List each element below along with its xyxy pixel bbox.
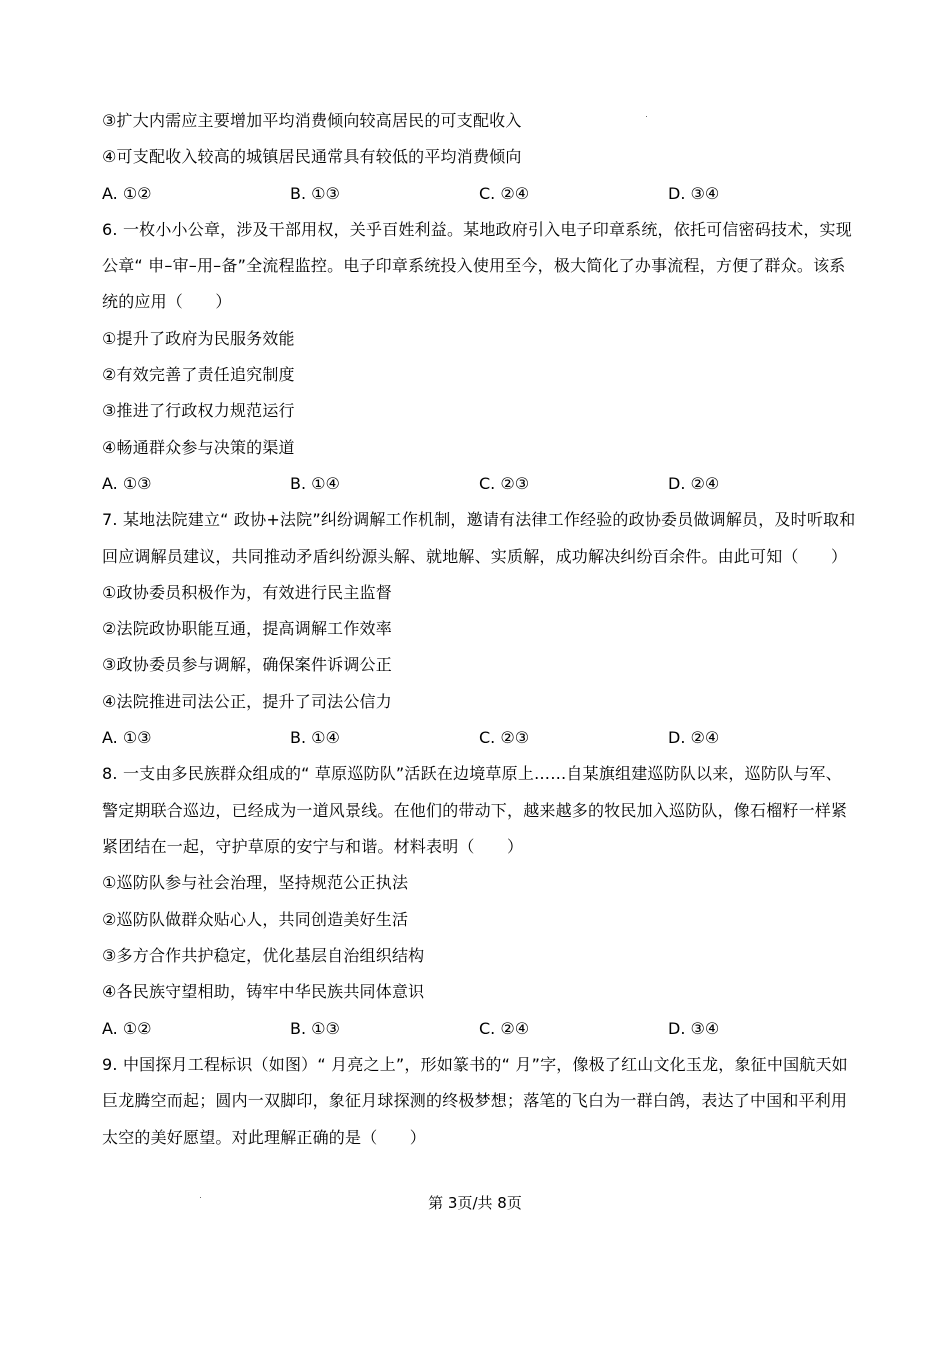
q6-statement-2: ②有效完善了责任追究制度 — [102, 365, 295, 384]
q7-option-b[interactable]: B. ①④ — [290, 728, 340, 747]
q7-stem-line-2: 回应调解员建议，共同推动矛盾纠纷源头解、就地解、实质解，成功解决纠纷百余件。由此可知（ ） — [102, 547, 848, 566]
q7-option-c[interactable]: C. ②③ — [479, 728, 530, 747]
q6-stem-line-1: 6. 一枚小小公章，涉及干部用权，关乎百姓利益。某地政府引入电子印章系统，依托可信密码技术，实现 — [102, 220, 852, 239]
q6-statement-3: ③推进了行政权力规范运行 — [102, 401, 295, 420]
q6-stem-line-3: 统的应用（ ） — [102, 292, 232, 311]
q5-statement-3: ③扩大内需应主要增加平均消费倾向较高居民的可支配收入 — [102, 111, 522, 130]
q6-stem-line-2: 公章“ 申–审–用–备”全流程监控。电子印章系统投入使用至今，极大简化了办事流程，方便了群众。该系 — [102, 256, 846, 275]
q9-stem-line-3: 太空的美好愿望。对此理解正确的是（ ） — [102, 1128, 427, 1147]
q7-statement-3: ③政协委员参与调解，确保案件诉调公正 — [102, 655, 392, 674]
q6-option-a[interactable]: A. ①③ — [102, 474, 152, 493]
q6-option-c[interactable]: C. ②③ — [479, 474, 530, 493]
q8-option-b[interactable]: B. ①③ — [290, 1019, 340, 1038]
q8-statement-4: ④各民族守望相助，铸牢中华民族共同体意识 — [102, 982, 425, 1001]
q8-stem-line-2: 警定期联合巡边，已经成为一道风景线。在他们的带动下，越来越多的牧民加入巡防队，像石榴籽一样紧 — [102, 801, 848, 820]
q5-option-b[interactable]: B. ①③ — [290, 184, 340, 203]
q5-option-d[interactable]: D. ③④ — [668, 184, 720, 203]
q8-option-a[interactable]: A. ①② — [102, 1019, 152, 1038]
q7-stem-line-1: 7. 某地法院建立“ 政协+法院”纠纷调解工作机制，邀请有法律工作经验的政协委员做调解员，及时听取和 — [102, 510, 856, 529]
q5-statement-4: ④可支配收入较高的城镇居民通常具有较低的平均消费倾向 — [102, 147, 522, 166]
q6-statement-4: ④畅通群众参与决策的渠道 — [102, 438, 295, 457]
page-footer: 第 3页/共 8页 — [428, 1194, 522, 1212]
q6-option-b[interactable]: B. ①④ — [290, 474, 340, 493]
q7-options — [102, 728, 862, 748]
q7-statement-2: ②法院政协职能互通，提高调解工作效率 — [102, 619, 392, 638]
q9-stem-line-2: 巨龙腾空而起；圆内一双脚印，象征月球探测的终极梦想；落笔的飞白为一群白鸽，表达了中国和平利用 — [102, 1091, 848, 1110]
q8-option-c[interactable]: C. ②④ — [479, 1019, 530, 1038]
q6-statement-1: ①提升了政府为民服务效能 — [102, 329, 295, 348]
q7-statement-4: ④法院推进司法公正，提升了司法公信力 — [102, 692, 392, 711]
q9-stem-line-1: 9. 中国探月工程标识（如图）“ 月亮之上”，形如篆书的“ 月”字，像极了红山文化玉龙，象征中国航天如 — [102, 1055, 848, 1074]
speck-mark — [646, 116, 647, 117]
q8-statement-2: ②巡防队做群众贴心人，共同创造美好生活 — [102, 910, 409, 929]
q8-statement-3: ③多方合作共护稳定，优化基层自治组织结构 — [102, 946, 425, 965]
q8-statement-1: ①巡防队参与社会治理，坚持规范公正执法 — [102, 873, 409, 892]
q8-option-d[interactable]: D. ③④ — [668, 1019, 720, 1038]
q5-options — [102, 184, 862, 204]
q5-option-c[interactable]: C. ②④ — [479, 184, 530, 203]
q8-options — [102, 1019, 862, 1039]
q7-statement-1: ①政协委员积极作为，有效进行民主监督 — [102, 583, 392, 602]
q6-options — [102, 474, 862, 494]
q8-stem-line-3: 紧团结在一起，守护草原的安宁与和谐。材料表明（ ） — [102, 837, 524, 856]
q6-option-d[interactable]: D. ②④ — [668, 474, 720, 493]
q5-option-a[interactable]: A. ①② — [102, 184, 152, 203]
q7-option-d[interactable]: D. ②④ — [668, 728, 720, 747]
q7-option-a[interactable]: A. ①③ — [102, 728, 152, 747]
q8-stem-line-1: 8. 一支由多民族群众组成的“ 草原巡防队”活跃在边境草原上……自某旗组建巡防队以来，巡防队与军、 — [102, 764, 842, 783]
